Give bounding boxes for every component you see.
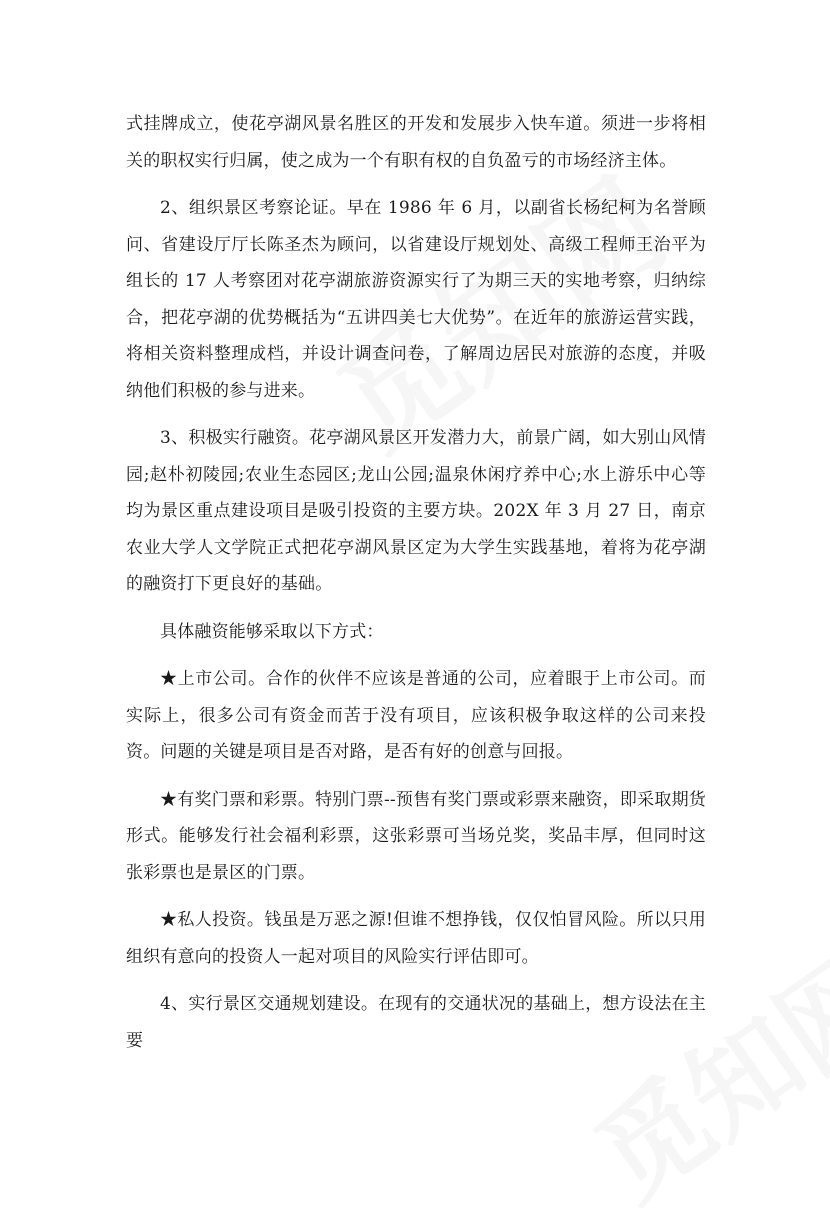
paragraph-3: 3、积极实行融资。花亭湖风景区开发潜力大，前景广阔，如大别山风情园;赵朴初陵园;农业生态园区;龙山公园;温泉休闲疗养中心;水上游乐中心等均为景区重点建设项目是吸引投资的主要方块。202X 年 3 月 27 日，南京农业大学人文学院正式把花亭湖风景区定为大学生实践基地，着将为花亭湖的融资打下更良好的基础。	[126, 428, 706, 594]
paragraph-4: 具体融资能够采取以下方式：	[160, 621, 384, 642]
paragraph-5: ★上市公司。合作的伙伴不应该是普通的公司，应着眼于上市公司。而实际上，很多公司有资金而苦于没有项目，应该积极争取这样的公司来投资。问题的关键是项目是否对路，是否有好的创意与回报。	[126, 669, 706, 762]
document-page	[126, 106, 706, 1070]
paragraph-8: 4、实行景区交通规划建设。在现有的交通状况的基础上，想方设法在主要	[126, 994, 706, 1051]
paragraph-2: 2、组织景区考察论证。早在 1986 年 6 月，以副省长杨纪柯为名誉顾问、省建设厅厅长陈圣杰为顾问，以省建设厅规划处、高级工程师王治平为组长的 17 人考察团对花亭湖旅游资源实行了为期三天的实地考察，归纳综合，把花亭湖的优势概括为“五讲四美七大优势”。在近年的旅游运营实践，将相关资料整理成档，并设计调查问卷，了解周边居民对旅游的态度，并吸纳他们积极的参与进来。	[126, 198, 706, 401]
paragraph-1: 式挂牌成立，使花亭湖风景名胜区的开发和发展步入快车道。须进一步将相关的职权实行归属，使之成为一个有职有权的自负盈亏的市场经济主体。	[126, 114, 706, 171]
paragraph-6: ★有奖门票和彩票。特别门票--预售有奖门票或彩票来融资，即采取期货形式。能够发行社会福利彩票，这张彩票可当场兑奖，奖品丰厚，但同时这张彩票也是景区的门票。	[126, 789, 706, 883]
paragraph-7: ★私人投资。钱虽是万恶之源!但谁不想挣钱，仅仅怕冒风险。所以只用组织有意向的投资人一起对项目的风险实行评估即可。	[126, 910, 706, 967]
